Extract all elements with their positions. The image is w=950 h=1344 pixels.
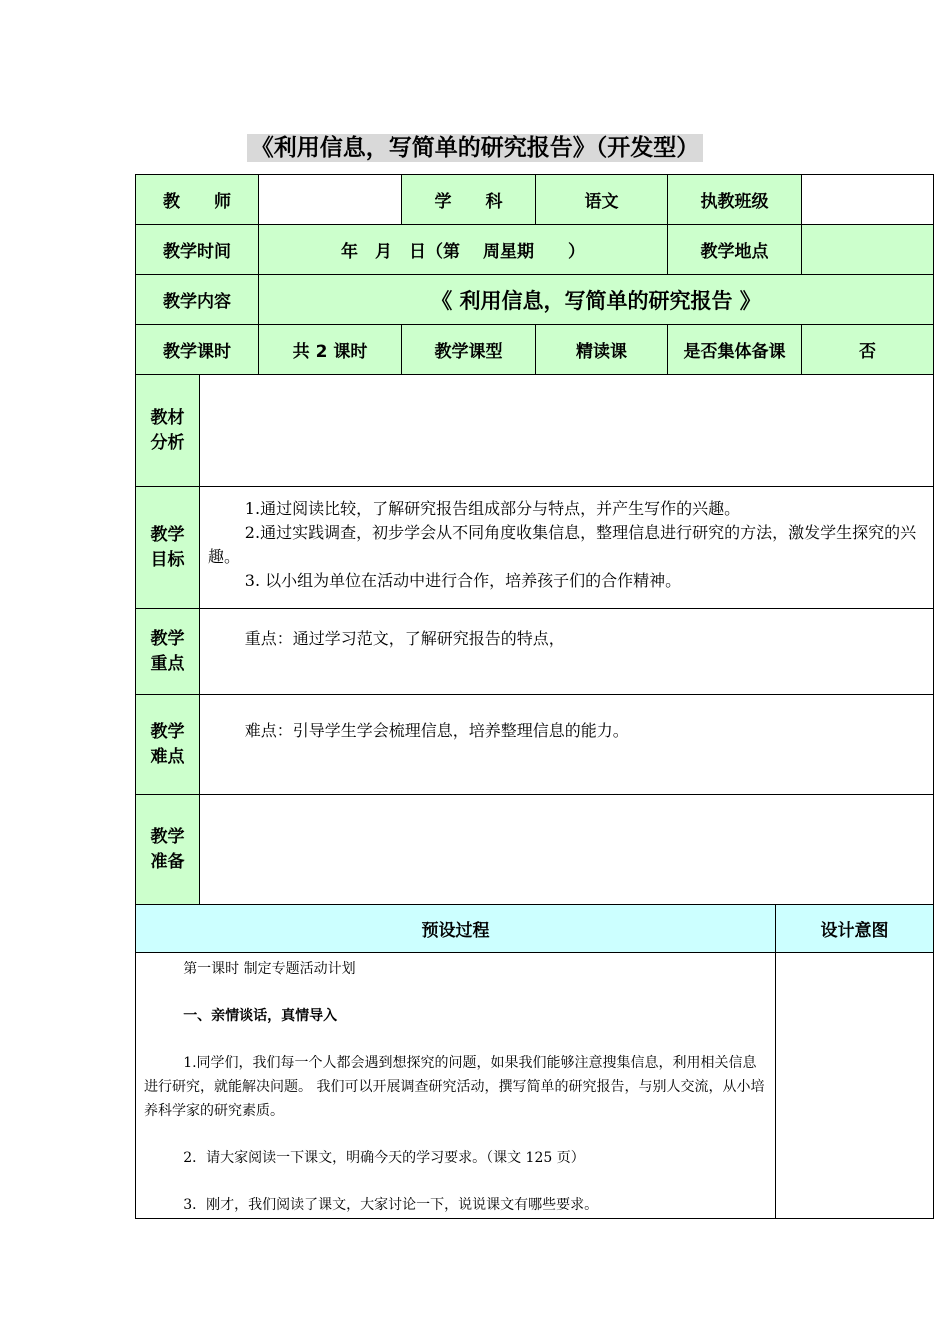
class-label: 执教班级 bbox=[668, 175, 802, 225]
prep-content bbox=[200, 795, 934, 905]
intent-content bbox=[776, 953, 934, 1219]
time-label: 教学时间 bbox=[136, 225, 259, 275]
hours-value: 共 2 课时 bbox=[259, 325, 402, 375]
difficulty-text: 难点：引导学生学会梳理信息，培养整理信息的能力。 bbox=[244, 721, 629, 740]
content-value: 《 利用信息，写简单的研究报告 》 bbox=[259, 275, 934, 325]
teacher-label: 教 师 bbox=[136, 175, 259, 225]
intent-header: 设计意图 bbox=[776, 905, 934, 953]
process-item: 3．刚才，我们阅读了课文，大家讨论一下，说说课文有哪些要求。 bbox=[183, 1197, 599, 1213]
document-title: 《利用信息，写简单的研究报告》（开发型） bbox=[247, 134, 704, 162]
time-value: 年 月 日（第 周星期 ） bbox=[259, 225, 668, 275]
analysis-content bbox=[200, 375, 934, 487]
hours-label: 教学课时 bbox=[136, 325, 259, 375]
goals-content bbox=[200, 487, 934, 609]
lesson-title: 第一课时 制定专题活动计划 bbox=[183, 961, 356, 977]
place-value bbox=[802, 225, 934, 275]
type-value: 精读课 bbox=[536, 325, 668, 375]
type-label: 教学课型 bbox=[402, 325, 536, 375]
process-item: 1.同学们，我们每一个人都会遇到想探究的问题，如果我们能够注意搜集信息，利用相关信息进行研究，就能解决问题。 我们可以开展调查研究活动，撰写简单的研究报告，与别人交流，从小培养科学家的研究素质。 bbox=[144, 1055, 765, 1119]
goal-item: 3. 以小组为单位在活动中进行合作，培养孩子们的合作精神。 bbox=[244, 571, 682, 590]
content-label: 教学内容 bbox=[136, 275, 259, 325]
key-label: 教学重点 bbox=[136, 609, 200, 695]
info-table bbox=[135, 174, 934, 375]
title-wrap bbox=[0, 134, 950, 162]
process-header: 预设过程 bbox=[136, 905, 776, 953]
goals-label: 教学目标 bbox=[136, 487, 200, 609]
process-item: 2．请大家阅读一下课文，明确今天的学习要求。（课文 125 页） bbox=[183, 1150, 585, 1166]
goal-item: 1.通过阅读比较，了解研究报告组成部分与特点，并产生写作的兴趣。 bbox=[244, 499, 741, 518]
place-label: 教学地点 bbox=[668, 225, 802, 275]
key-text: 重点：通过学习范文，了解研究报告的特点， bbox=[244, 629, 565, 648]
analysis-label: 教材分析 bbox=[136, 375, 200, 487]
prep-label: 教学准备 bbox=[136, 795, 200, 905]
class-value bbox=[802, 175, 934, 225]
process-table bbox=[135, 904, 934, 1219]
collective-label: 是否集体备课 bbox=[668, 325, 802, 375]
teacher-value bbox=[259, 175, 402, 225]
part-one-heading: 一、亲情谈话，真情导入 bbox=[183, 1008, 338, 1024]
subject-value: 语文 bbox=[536, 175, 668, 225]
difficulty-content bbox=[200, 695, 934, 795]
key-content bbox=[200, 609, 934, 695]
subject-label: 学 科 bbox=[402, 175, 536, 225]
sections-table bbox=[135, 374, 934, 905]
difficulty-label: 教学难点 bbox=[136, 695, 200, 795]
process-content bbox=[136, 953, 776, 1219]
goal-item: 2.通过实践调查，初步学会从不同角度收集信息，整理信息进行研究的方法，激发学生探究的兴趣。 bbox=[208, 523, 917, 566]
collective-value: 否 bbox=[802, 325, 934, 375]
